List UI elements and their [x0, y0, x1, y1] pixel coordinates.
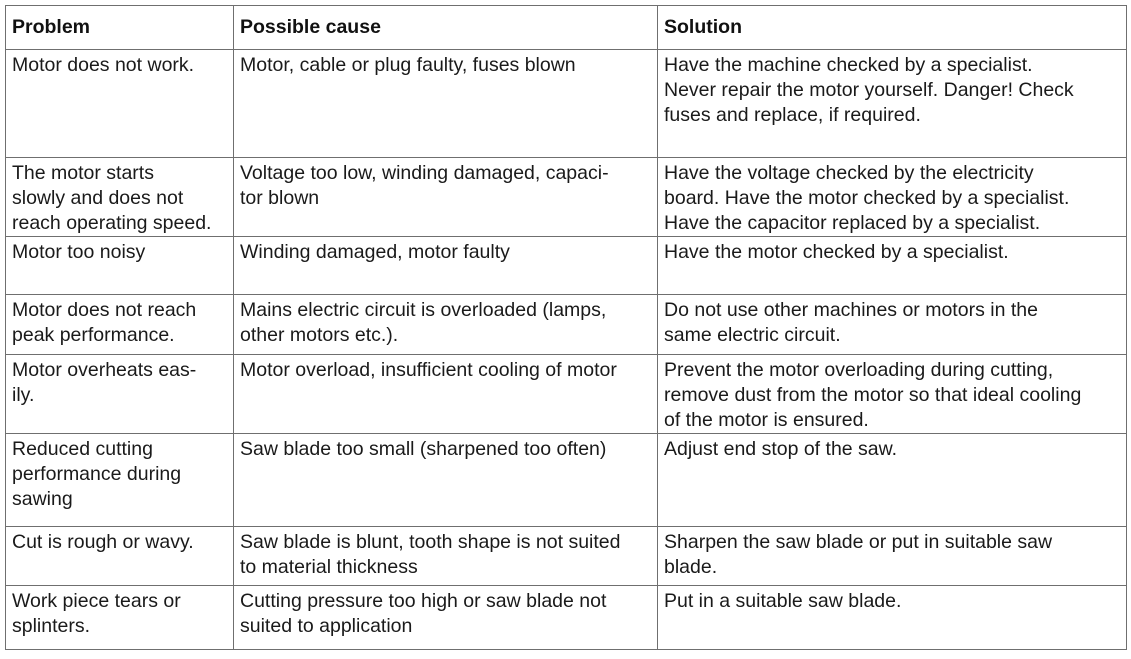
cause-cell [234, 237, 658, 295]
problem-text: Motor does not reach peak performance. [12, 299, 197, 346]
solution-cell [658, 434, 1127, 527]
cause-text: Saw blade too small (sharpened too often) [240, 438, 607, 460]
solution-text: Have the motor checked by a specialist. [664, 241, 1009, 263]
header-possible-cause: Possible cause [234, 6, 658, 50]
solution-cell [658, 50, 1127, 158]
cause-text: Motor, cable or plug faulty, fuses blown [240, 54, 576, 76]
problem-text: Motor does not work. [12, 54, 195, 76]
solution-cell [658, 527, 1127, 586]
table-row [6, 355, 1127, 434]
table-row [6, 586, 1127, 650]
problem-text: Work piece tears or splinters. [12, 590, 181, 637]
header-problem: Problem [6, 6, 234, 50]
problem-text: Reduced cutting performance during sawing [12, 438, 182, 510]
table-row [6, 50, 1127, 158]
problem-cell [6, 434, 234, 527]
table-row [6, 158, 1127, 237]
cause-cell [234, 295, 658, 355]
problem-text: Motor overheats eas- ily. [12, 359, 197, 406]
solution-cell [658, 586, 1127, 650]
solution-text: Sharpen the saw blade or put in suitable saw blade. [664, 531, 1053, 578]
cause-text: Winding damaged, motor faulty [240, 241, 510, 263]
cause-cell [234, 355, 658, 434]
cause-cell [234, 158, 658, 237]
cause-text: Cutting pressure too high or saw blade not suited to application [240, 590, 607, 637]
solution-cell [658, 237, 1127, 295]
cause-text: Saw blade is blunt, tooth shape is not suited to material thickness [240, 531, 621, 578]
header-solution: Solution [658, 6, 1127, 50]
solution-text: Adjust end stop of the saw. [664, 438, 898, 460]
problem-cell [6, 50, 234, 158]
problem-cell [6, 355, 234, 434]
problem-cell [6, 237, 234, 295]
troubleshooting-table [5, 5, 1127, 650]
cause-cell [234, 527, 658, 586]
problem-text: The motor starts slowly and does not reach operating speed. [12, 162, 212, 234]
header-row [6, 6, 1127, 50]
cause-cell [234, 50, 658, 158]
problem-cell [6, 527, 234, 586]
problem-text: Motor too noisy [12, 241, 146, 263]
table-row [6, 434, 1127, 527]
problem-cell [6, 158, 234, 237]
problem-text: Cut is rough or wavy. [12, 531, 194, 553]
solution-cell [658, 158, 1127, 237]
problem-cell [6, 586, 234, 650]
solution-cell [658, 295, 1127, 355]
table-row [6, 527, 1127, 586]
table-row [6, 295, 1127, 355]
solution-text: Put in a suitable saw blade. [664, 590, 902, 612]
cause-cell [234, 434, 658, 527]
solution-text: Do not use other machines or motors in the same electric circuit. [664, 299, 1038, 346]
table-row [6, 237, 1127, 295]
problem-cell [6, 295, 234, 355]
cause-cell [234, 586, 658, 650]
solution-text: Have the voltage checked by the electricity board. Have the motor checked by a specialist. Have the capacitor replaced by a specialist. [664, 162, 1070, 234]
cause-text: Voltage too low, winding damaged, capaci- tor blown [240, 162, 609, 209]
solution-cell [658, 355, 1127, 434]
solution-text: Prevent the motor overloading during cutting, remove dust from the motor so that ideal cooling of the motor is ensured. [664, 359, 1082, 431]
solution-text: Have the machine checked by a specialist. Never repair the motor yourself. Danger! Check fuses and replace, if required. [664, 54, 1074, 126]
cause-text: Motor overload, insufficient cooling of motor [240, 359, 617, 381]
cause-text: Mains electric circuit is overloaded (lamps, other motors etc.). [240, 299, 607, 346]
